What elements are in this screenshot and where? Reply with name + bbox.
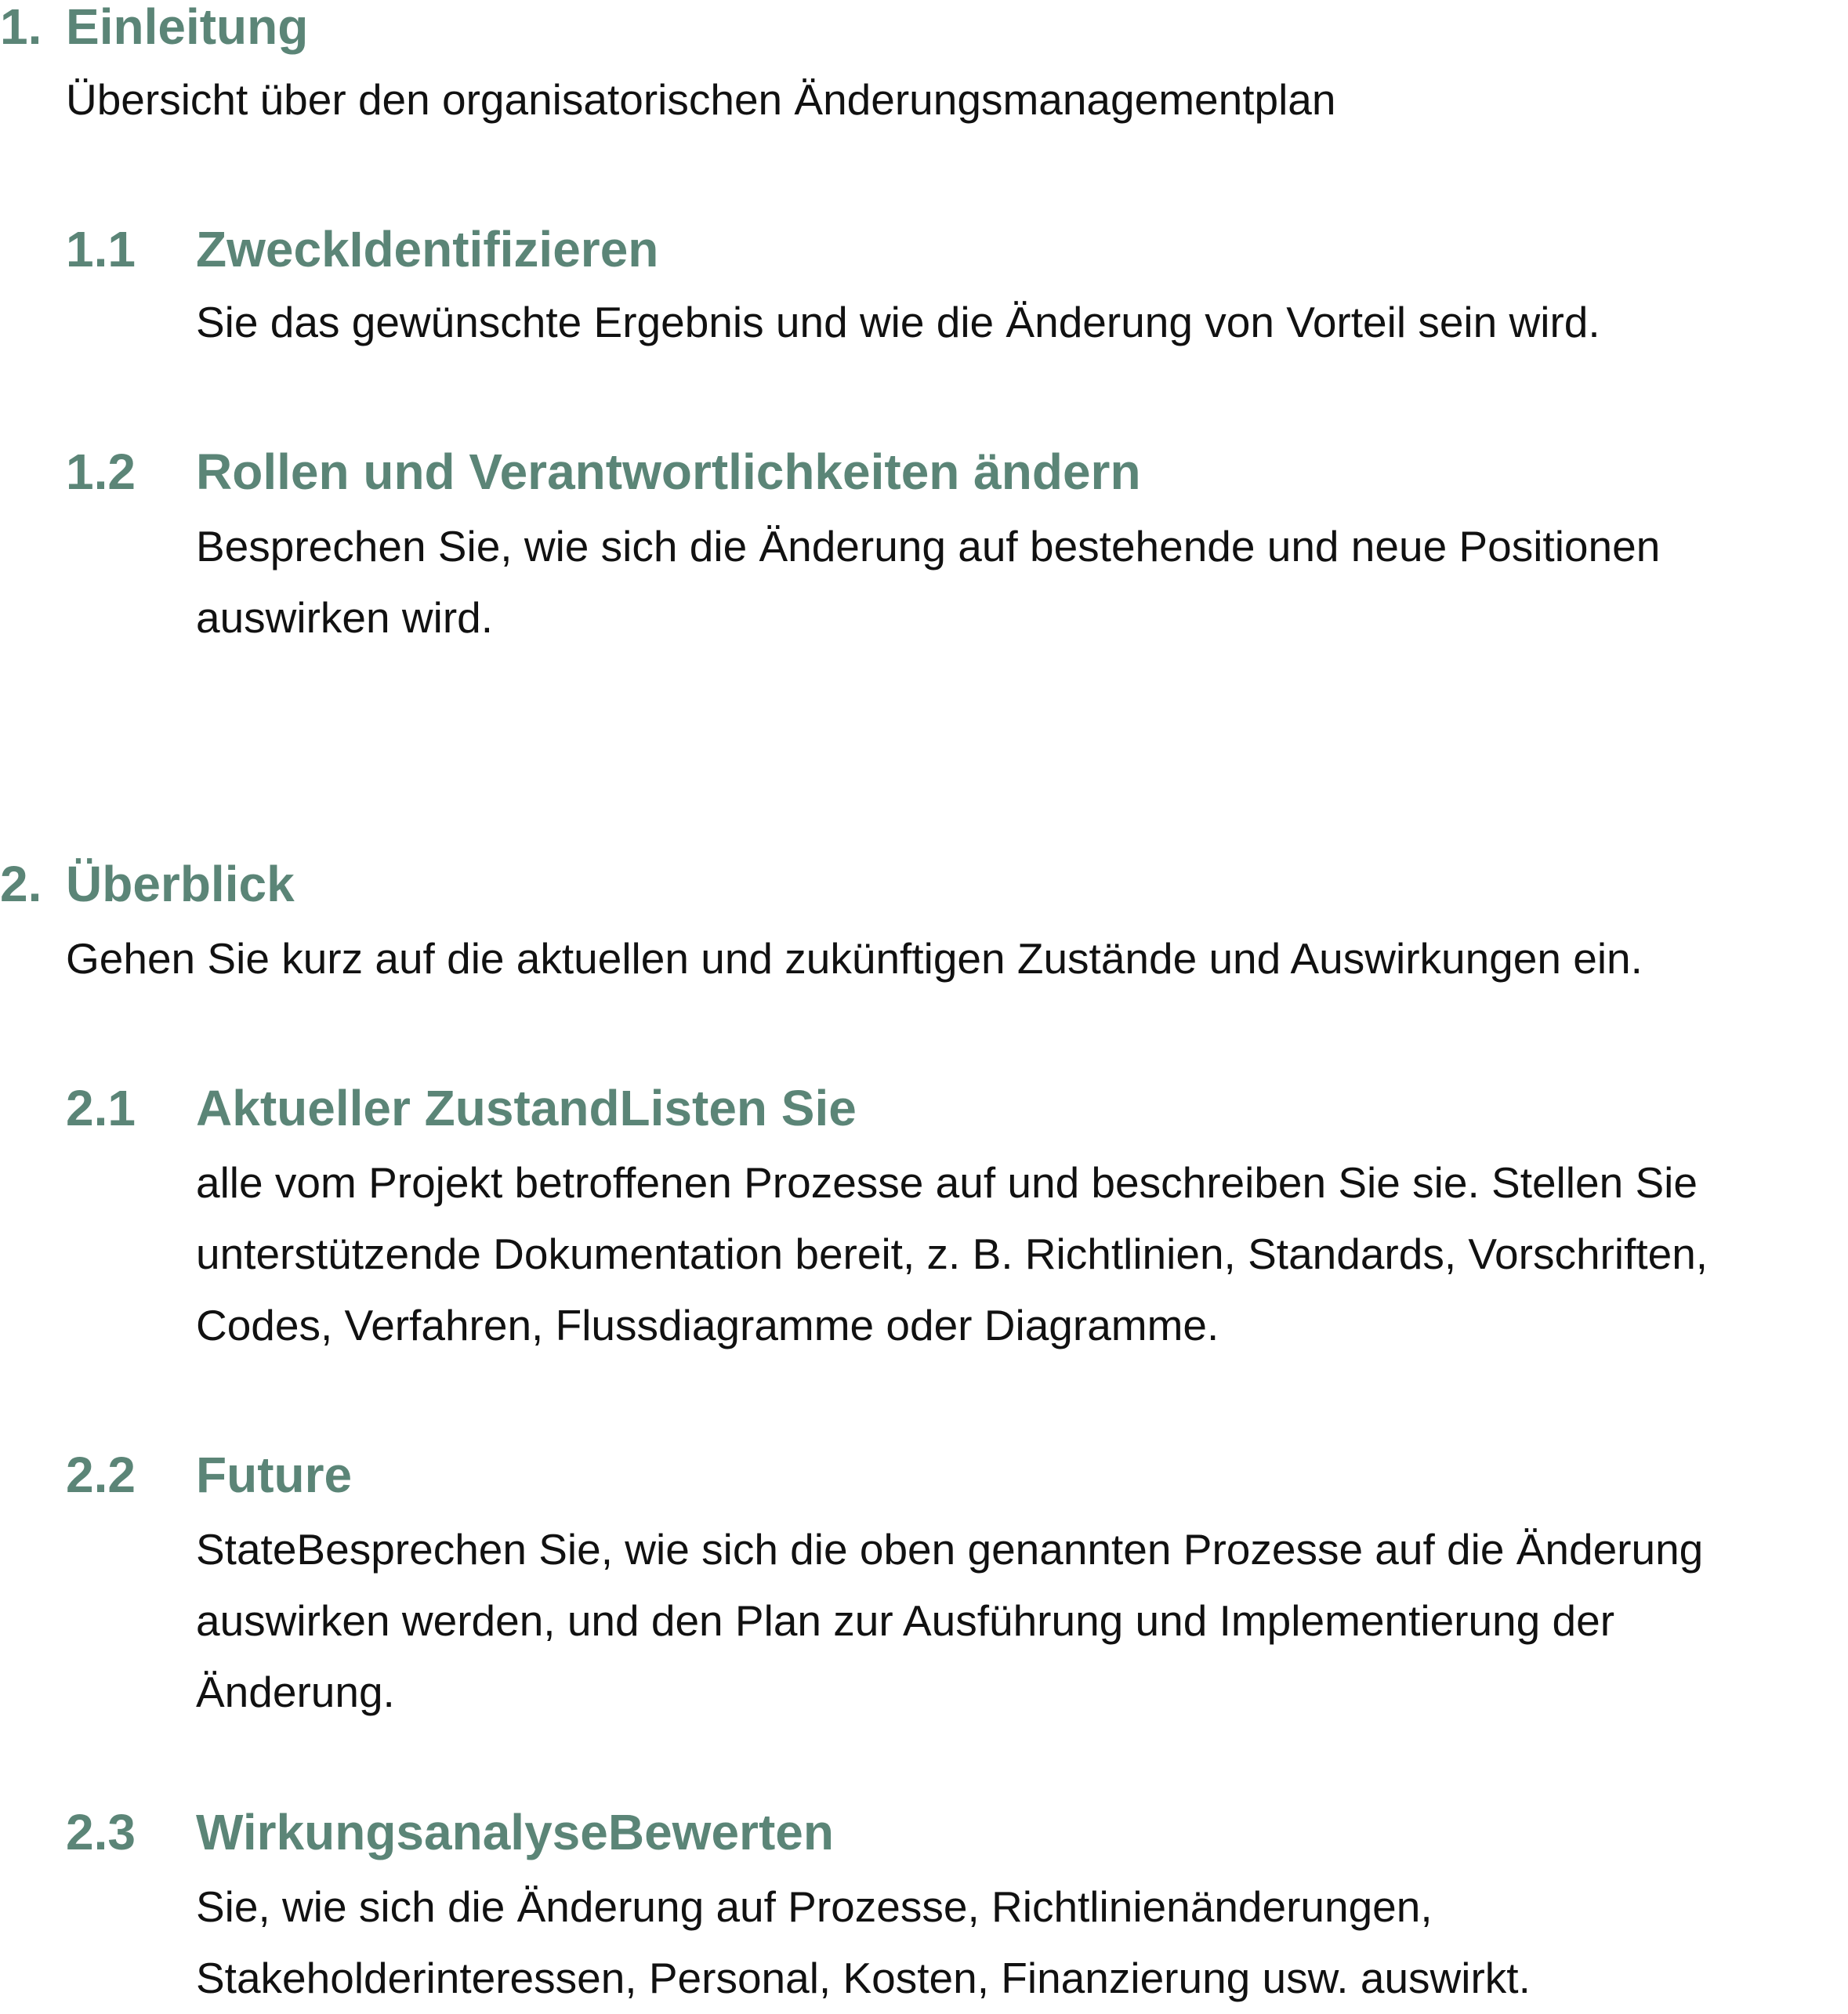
subsection-title: Future [196, 1447, 353, 1503]
section-number: 1. [0, 0, 42, 55]
text-line: unterstützende Dokumentation bereit, z. B. Richtlinien, Standards, Vorschriften, [196, 1230, 1708, 1278]
section-heading-einleitung [0, 0, 309, 55]
subsection-text-2-3 [196, 1871, 1842, 2014]
subsection-heading-2-1 [66, 1080, 857, 1136]
subsection-text-1-2 [196, 511, 1842, 654]
subsection-heading-2-2 [66, 1447, 353, 1503]
text-line: auswirken wird. [196, 593, 494, 642]
subsection-text-1-1 [196, 287, 1842, 358]
section-number: 2. [0, 856, 42, 912]
section-heading-ueberblick [0, 856, 295, 912]
subsection-title: ZweckIdentifizieren [196, 221, 659, 277]
text-line: Besprechen Sie, wie sich die Änderung auf bestehende und neue Positionen [196, 522, 1661, 571]
text-line: Sie das gewünschte Ergebnis und wie die Änderung von Vorteil sein wird. [196, 298, 1600, 346]
subsection-heading-1-2 [66, 444, 1141, 500]
subsection-number: 1.1 [66, 221, 136, 277]
text-line: auswirken werden, und den Plan zur Ausführung und Implementierung der [196, 1596, 1615, 1645]
text-line: Sie, wie sich die Änderung auf Prozesse, Richtlinienänderungen, [196, 1882, 1433, 1931]
text-line: Codes, Verfahren, Flussdiagramme oder Diagramme. [196, 1301, 1219, 1349]
subsection-number: 2.1 [66, 1080, 136, 1136]
text-line: Stakeholderinteressen, Personal, Kosten, Finanzierung usw. auswirkt. [196, 1954, 1531, 2002]
text-line: alle vom Projekt betroffenen Prozesse auf und beschreiben Sie sie. Stellen Sie [196, 1158, 1698, 1207]
subsection-title: WirkungsanalyseBewerten [196, 1804, 834, 1860]
subsection-title: Aktueller ZustandListen Sie [196, 1080, 857, 1136]
section-title: Einleitung [66, 0, 309, 55]
text-line: StateBesprechen Sie, wie sich die oben genannten Prozesse auf die Änderung [196, 1525, 1704, 1574]
text-line: Änderung. [196, 1668, 395, 1716]
subsection-title: Rollen und Verantwortlichkeiten ändern [196, 444, 1141, 500]
subsection-heading-1-1 [66, 221, 659, 277]
subsection-heading-2-3 [66, 1804, 834, 1860]
section-text: Gehen Sie kurz auf die aktuellen und zukünftigen Zustände und Auswirkungen ein. [66, 934, 1643, 983]
subsection-text-2-2 [196, 1514, 1842, 1728]
subsection-number: 2.3 [66, 1804, 136, 1860]
subsection-number: 2.2 [66, 1447, 136, 1503]
section-text: Übersicht über den organisatorischen Änderungsmanagementplan [66, 75, 1336, 124]
subsection-number: 1.2 [66, 444, 136, 500]
subsection-text-2-1 [196, 1147, 1842, 1361]
section-title: Überblick [66, 856, 295, 912]
